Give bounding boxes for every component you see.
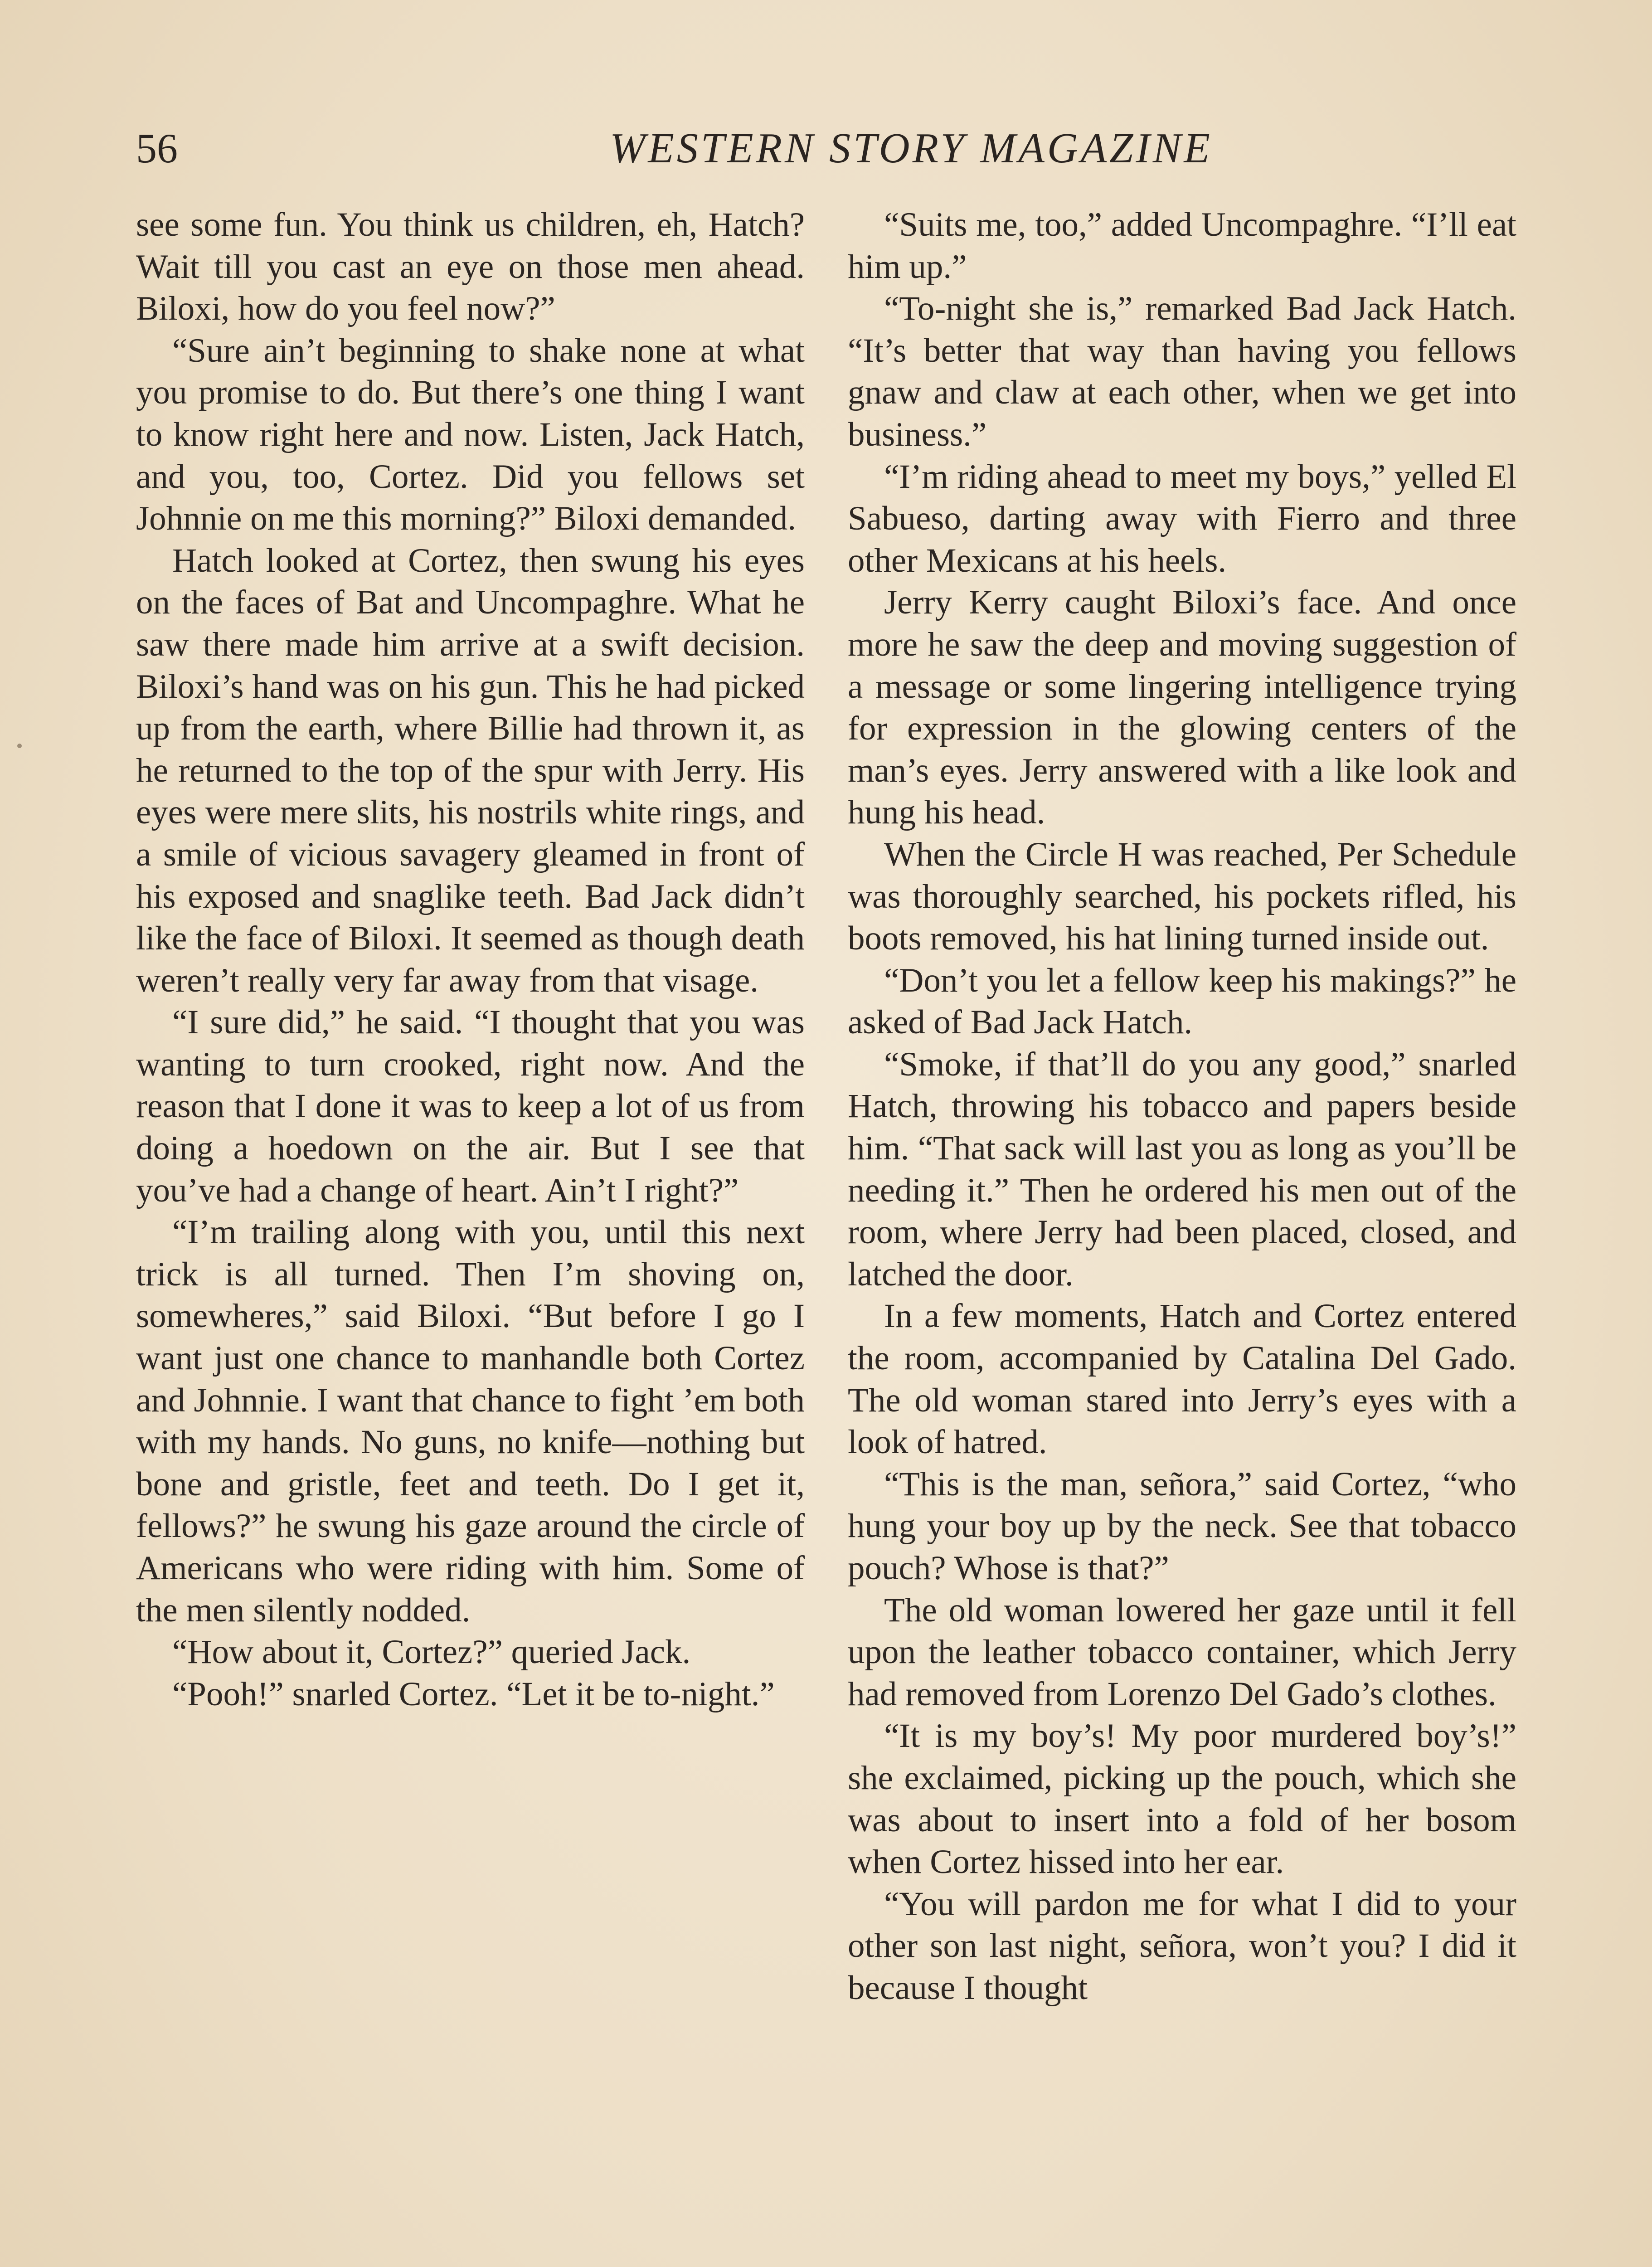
paragraph: “You will pardon me for what I did to your other son last night, señora, won’t you? I did it because I thought bbox=[848, 1885, 1516, 2007]
paragraph: In a few moments, Hatch and Cortez entered the room, accompanied by Catalina Del Gado. The old woman stared into Jerry’s eyes with a look of hatred. bbox=[848, 1297, 1516, 1461]
paragraph: “I’m riding ahead to meet my boys,” yelled El Sabueso, darting away with Fierro and three other Mexicans at his heels. bbox=[848, 457, 1516, 579]
paper-speck bbox=[17, 744, 22, 748]
paragraph: “How about it, Cortez?” queried Jack. bbox=[172, 1633, 691, 1671]
page-number: 56 bbox=[136, 125, 178, 171]
paragraph: When the Circle H was reached, Per Schedule was thoroughly searched, his pockets rifled, his boots removed, his hat lining turned inside out. bbox=[848, 835, 1516, 958]
paragraph: Jerry Kerry caught Biloxi’s face. And once more he saw the deep and moving suggestion of a message or some lingering intelligence trying for expression in the glowing centers of the man’s eyes. Jerry answered with a like look and hung his head. bbox=[848, 584, 1516, 832]
paragraph: “To-night she is,” remarked Bad Jack Hatch. “It’s better that way than having you fellows gnaw and claw at each other, when we get into business.” bbox=[848, 290, 1516, 453]
left-column bbox=[136, 204, 805, 2267]
paragraph: “I sure did,” he said. “I thought that you was wanting to turn crooked, right now. And the reason that I done it was to keep a lot of us from doing a hoedown on the air. But I see that you’ve had a change of heart. Ain’t I right?” bbox=[136, 1003, 805, 1209]
paragraph: “Suits me, too,” added Uncompaghre. “I’ll eat him up.” bbox=[848, 206, 1516, 286]
paragraph: “This is the man, señora,” said Cortez, “who hung your boy up by the neck. See that tobacco pouch? Whose is that?” bbox=[848, 1465, 1516, 1587]
paragraph: “Don’t you let a fellow keep his makings?” he asked of Bad Jack Hatch. bbox=[848, 961, 1516, 1041]
paragraph: “It is my boy’s! My poor murdered boy’s!” she exclaimed, picking up the pouch, which she was about to insert into a fold of her bosom when Cortez hissed into her ear. bbox=[848, 1717, 1516, 1881]
paragraph: “Smoke, if that’ll do you any good,” snarled Hatch, throwing his tobacco and papers beside him. “That sack will last you as long as you’ll be needing it.” Then he ordered his men out of the room, where Jerry had been placed, closed, and latched the door. bbox=[848, 1045, 1516, 1293]
running-head: WESTERN STORY MAGAZINE bbox=[610, 125, 1213, 172]
page-header bbox=[136, 119, 1514, 178]
paragraph: “Sure ain’t beginning to shake none at what you promise to do. But there’s one thing I want to know right here and now. Listen, Jack Hatch, and you, too, Cortez. Did you fellows set Johnnie on me this morning?” Biloxi demanded. bbox=[136, 331, 805, 538]
paragraph: “Pooh!” snarled Cortez. “Let it be to-night.” bbox=[172, 1675, 775, 1713]
paragraph: “I’m trailing along with you, until this next trick is all turned. Then I’m shoving on, somewheres,” said Biloxi. “But before I go I want just one chance to manhandle both Cortez and Johnnie. I want that chance to fight ’em both with my hands. No guns, no knife—nothing but bone and gristle, feet and teeth. Do I get it, fellows?” he swung his gaze around the circle of Americans who were riding with him. Some of the men silently nodded. bbox=[136, 1213, 805, 1629]
right-column bbox=[848, 204, 1516, 2267]
paragraph: see some fun. You think us children, eh, Hatch? Wait till you cast an eye on those men ahead. Biloxi, how do you feel now?” bbox=[136, 206, 805, 328]
paragraph: The old woman lowered her gaze until it fell upon the leather tobacco container, which Jerry had removed from Lorenzo Del Gado’s clothes. bbox=[848, 1591, 1516, 1713]
paragraph: Hatch looked at Cortez, then swung his eyes on the faces of Bat and Uncompaghre. What he saw there made him arrive at a swift decision. Biloxi’s hand was on his gun. This he had picked up from the earth, where Billie had thrown it, as he returned to the top of the spur with Jerry. His eyes were mere slits, his nostrils white rings, and a smile of vicious savagery gleamed in front of his exposed and snaglike teeth. Bad Jack didn’t like the face of Biloxi. It seemed as though death weren’t really very far away from that visage. bbox=[136, 541, 805, 999]
